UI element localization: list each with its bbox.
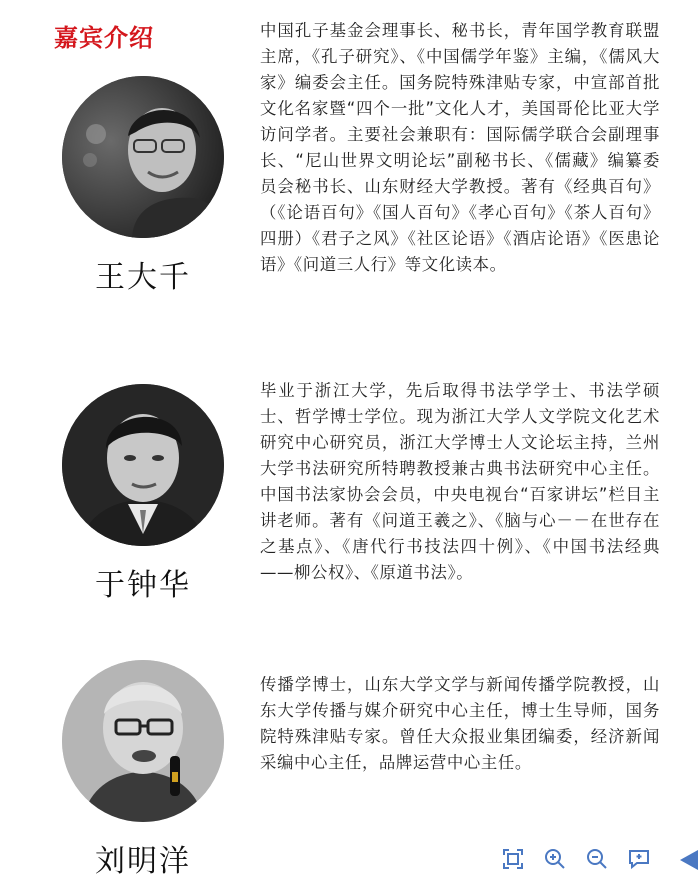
zoom-out-icon[interactable] (584, 846, 610, 872)
viewer-toolbar (500, 846, 652, 872)
zoom-in-icon[interactable] (542, 846, 568, 872)
guest-name-3: 刘明洋 (95, 844, 191, 879)
page-title: 嘉宾介绍 (54, 24, 154, 52)
comment-icon[interactable] (626, 846, 652, 872)
guest-photo-1 (62, 76, 224, 238)
guest-bio-1: 中国孔子基金会理事长、秘书长，青年国学教育联盟主席，《孔子研究》、《中国儒学年鉴》主编，《儒风大家》编委会主任。国务院特殊津贴专家，中宣部首批文化名家暨“四个一批”文化人才，美国哥伦比亚大学访问学者。主要社会兼职有：国际儒学联合会副理事长、“尼山世界文明论坛”副秘书长、《儒藏》编纂委员会秘书长、山东财经大学教授。著有《经典百句》（《论语百句》《国人百句》《孝心百句》《茶人百句》四册）《君子之风》《社区论语》《酒店论语》《医患论语》《问道三人行》等文化读本。 (260, 21, 660, 274)
fit-page-icon[interactable] (500, 846, 526, 872)
guest-name-1: 王大千 (95, 260, 191, 295)
next-page-icon[interactable] (676, 848, 700, 872)
guest-photo-3 (62, 660, 224, 822)
guest-bio-2: 毕业于浙江大学，先后取得书法学学士、书法学硕士、哲学博士学位。现为浙江大学人文学院文化艺术研究中心研究员，浙江大学博士人文论坛主持，兰州大学书法研究所特聘教授兼古典书法研究中心主任。中国书法家协会会员，中央电视台“百家讲坛”栏目主讲老师。著有《问道王羲之》、《脑与心－－在世存在之基点》、《唐代行书技法四十例》、《中国书法经典——柳公权》、《原道书法》。 (260, 381, 660, 582)
guest-photo-2 (62, 384, 224, 546)
guest-bio-3: 传播学博士，山东大学文学与新闻传播学院教授，山东大学传播与媒介研究中心主任，博士生导师，国务院特殊津贴专家。曾任大众报业集团编委，经济新闻采编中心主任，品牌运营中心主任。 (260, 675, 660, 772)
guest-name-2: 于钟华 (95, 568, 191, 603)
